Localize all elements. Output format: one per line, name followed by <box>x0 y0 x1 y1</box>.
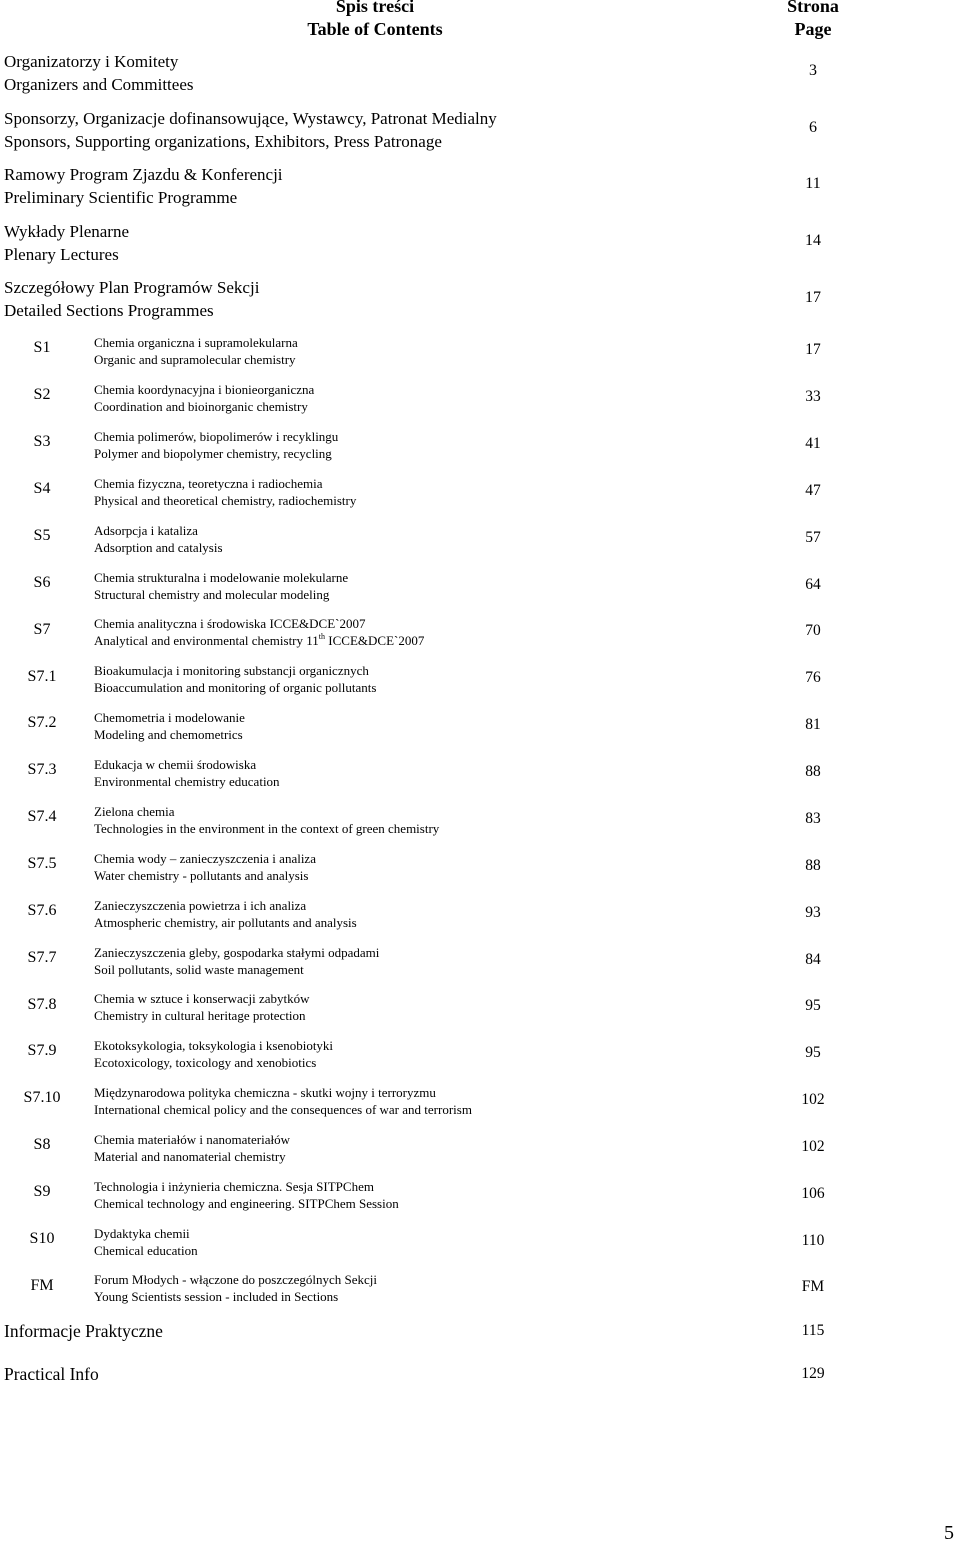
page-column-heading-en: Page <box>794 19 832 39</box>
section-title-pl: Chemia wody – zanieczyszczenia i analiza <box>94 851 316 866</box>
section-title-en: Technologies in the environment in the context of green chemistry <box>94 821 440 836</box>
section-title-pl: Dydaktyka chemii <box>94 1226 190 1241</box>
section-title-pl: Chemometria i modelowanie <box>94 710 245 725</box>
section-entry[interactable] <box>94 334 298 368</box>
main-entry-title-pl: Wykłady Plenarne <box>4 222 130 241</box>
main-entry-title-en: Preliminary Scientific Programme <box>4 188 238 207</box>
main-entry-page: 17 <box>805 289 821 306</box>
section-entry[interactable] <box>94 428 338 462</box>
main-entry-title-pl: Szczegółowy Plan Programów Sekcji <box>4 278 260 297</box>
section-title-en: Water chemistry - pollutants and analysis <box>94 868 309 883</box>
page-column-heading-pl: Strona <box>787 0 839 16</box>
section-page: 76 <box>805 669 821 686</box>
section-title-en: Modeling and chemometrics <box>94 727 243 742</box>
section-title-en: Bioaccumulation and monitoring of organic pollutants <box>94 680 377 695</box>
section-code: S2 <box>33 386 51 403</box>
section-entry[interactable] <box>94 1271 377 1305</box>
section-entry[interactable] <box>94 569 348 603</box>
section-title-pl: Ekotoksykologia, toksykologia i ksenobiotyki <box>94 1038 334 1053</box>
section-title-pl: Chemia organiczna i supramolekularna <box>94 335 298 350</box>
main-entry-title-en: Plenary Lectures <box>4 245 119 264</box>
section-code: S7.10 <box>23 1089 61 1106</box>
main-entry-title-en: Detailed Sections Programmes <box>4 301 214 320</box>
main-entry-page: 14 <box>805 232 821 249</box>
section-title-pl: Zanieczyszczenia powietrza i ich analiza <box>94 898 307 913</box>
section-entry[interactable] <box>94 944 379 978</box>
main-entry-page: 6 <box>809 119 817 136</box>
section-entry[interactable] <box>94 897 357 931</box>
section-code: S1 <box>33 339 51 356</box>
section-page: 95 <box>805 997 821 1014</box>
section-code: S7.6 <box>27 902 57 919</box>
section-entry[interactable] <box>94 381 314 415</box>
section-page: 57 <box>805 529 821 546</box>
ordinal-suffix: th <box>318 632 326 641</box>
main-entry-page: 3 <box>809 62 817 79</box>
section-title-en: Polymer and biopolymer chemistry, recycling <box>94 446 332 461</box>
toc-heading-en: Table of Contents <box>307 19 443 39</box>
section-code: S7.4 <box>27 808 57 825</box>
section-title-en: Atmospheric chemistry, air pollutants and analysis <box>94 915 357 930</box>
section-code: S7.3 <box>27 761 57 778</box>
section-code: S6 <box>33 574 51 591</box>
section-title-pl: Chemia koordynacyjna i bionieorganiczna <box>94 382 315 397</box>
section-entry[interactable] <box>94 1084 472 1118</box>
toc-heading-pl: Spis treści <box>335 0 415 16</box>
section-title-en: Chemical technology and engineering. SITPChem Session <box>94 1196 399 1211</box>
section-title-pl: Bioakumulacja i monitoring substancji organicznych <box>94 663 369 678</box>
section-page: 33 <box>805 388 821 405</box>
section-page: 106 <box>801 1185 825 1202</box>
section-page: 102 <box>801 1091 825 1108</box>
section-title-en: Soil pollutants, solid waste management <box>94 962 304 977</box>
section-title-en: Structural chemistry and molecular modeling <box>94 587 330 602</box>
section-entry[interactable] <box>94 1225 198 1259</box>
section-title-en: Chemical education <box>94 1243 198 1258</box>
section-title-pl: Adsorpcja i kataliza <box>94 523 198 538</box>
main-entry-title-pl: Ramowy Program Zjazdu & Konferencji <box>4 165 283 184</box>
practical-info-en-page: 129 <box>801 1365 825 1382</box>
section-page: 64 <box>805 576 821 593</box>
section-code: S4 <box>33 480 51 497</box>
practical-info-pl-entry[interactable]: Informacje Praktyczne <box>4 1321 163 1341</box>
section-title-pl: Forum Młodych - włączone do poszczególnych Sekcji <box>94 1272 378 1287</box>
section-page: 83 <box>805 810 821 827</box>
section-entry[interactable] <box>94 615 424 649</box>
section-title-en: Environmental chemistry education <box>94 774 280 789</box>
main-entry[interactable] <box>4 220 129 266</box>
section-entry[interactable] <box>94 756 280 790</box>
section-entry[interactable] <box>94 1178 399 1212</box>
main-entry[interactable] <box>4 276 259 322</box>
section-title-en: Adsorption and catalysis <box>94 540 223 555</box>
section-page: 93 <box>805 904 821 921</box>
section-page: 88 <box>805 857 821 874</box>
section-code: S8 <box>33 1136 51 1153</box>
section-entry[interactable] <box>94 475 356 509</box>
section-title-pl: Chemia polimerów, biopolimerów i recyklingu <box>94 429 339 444</box>
toc-heading <box>250 0 500 41</box>
section-title-en: Coordination and bioinorganic chemistry <box>94 399 308 414</box>
section-code: S7.2 <box>27 714 57 731</box>
section-title-en: Organic and supramolecular chemistry <box>94 352 296 367</box>
section-code: S7.1 <box>27 668 57 685</box>
main-entry[interactable] <box>4 107 497 153</box>
section-code: S7.5 <box>27 855 57 872</box>
section-page: 110 <box>801 1232 825 1249</box>
section-entry[interactable] <box>94 1131 290 1165</box>
section-page: 95 <box>805 1044 821 1061</box>
section-code: S7.9 <box>27 1042 57 1059</box>
section-entry[interactable] <box>94 662 376 696</box>
section-entry[interactable] <box>94 1037 333 1071</box>
section-code: S3 <box>33 433 51 450</box>
section-title-pl: Edukacja w chemii środowiska <box>94 757 257 772</box>
main-entry-page: 11 <box>805 175 821 192</box>
section-title-en: Young Scientists session - included in Sections <box>94 1289 339 1304</box>
section-code: S7.7 <box>27 949 57 966</box>
practical-info-en-entry[interactable]: Practical Info <box>4 1364 99 1384</box>
section-title-pl: Chemia materiałów i nanomateriałów <box>94 1132 291 1147</box>
section-entry[interactable] <box>94 803 439 837</box>
section-title-pl: Chemia analityczna i środowiska ICCE&DCE`2007 <box>94 616 366 631</box>
main-entry-title-en: Sponsors, Supporting organizations, Exhibitors, Press Patronage <box>4 132 442 151</box>
section-page: FM <box>801 1278 825 1295</box>
section-code: S7 <box>33 621 51 638</box>
section-title-en <box>94 632 424 649</box>
section-page: 102 <box>801 1138 825 1155</box>
page-number: 5 <box>944 1522 954 1544</box>
section-code: S9 <box>33 1183 51 1200</box>
section-title-en: International chemical policy and the consequences of war and terrorism <box>94 1102 472 1117</box>
section-code: S7.8 <box>27 996 57 1013</box>
main-entry-title-en: Organizers and Committees <box>4 75 194 94</box>
page-column-heading <box>763 0 863 41</box>
section-title-en: Chemistry in cultural heritage protection <box>94 1008 306 1023</box>
main-entry[interactable] <box>4 163 283 209</box>
section-title-en: Material and nanomaterial chemistry <box>94 1149 286 1164</box>
section-title-pl: Chemia strukturalna i modelowanie molekularne <box>94 570 349 585</box>
section-entry[interactable] <box>94 522 223 556</box>
section-page: 17 <box>805 341 821 358</box>
section-title-en: Ecotoxicology, toxicology and xenobiotics <box>94 1055 317 1070</box>
main-entry-title-pl: Organizatorzy i Komitety <box>4 52 179 71</box>
section-code: S5 <box>33 527 51 544</box>
main-entry[interactable] <box>4 50 193 96</box>
section-page: 41 <box>805 435 821 452</box>
section-page: 84 <box>805 951 821 968</box>
section-title-en: Physical and theoretical chemistry, radiochemistry <box>94 493 357 508</box>
section-entry[interactable] <box>94 709 245 743</box>
section-entry[interactable] <box>94 850 316 884</box>
section-code: FM <box>30 1277 54 1294</box>
main-entry-title-pl: Sponsorzy, Organizacje dofinansowujące, Wystawcy, Patronat Medialny <box>4 109 497 128</box>
section-page: 81 <box>805 716 821 733</box>
section-title-pl: Chemia w sztuce i konserwacji zabytków <box>94 991 310 1006</box>
section-title-en-tail: ICCE&DCE`2007 <box>325 633 425 648</box>
section-title-pl: Chemia fizyczna, teoretyczna i radiochemia <box>94 476 323 491</box>
section-code: S10 <box>29 1230 55 1247</box>
section-title-pl: Zielona chemia <box>94 804 175 819</box>
section-title-pl: Technologia i inżynieria chemiczna. Sesja SITPChem <box>94 1179 374 1194</box>
section-entry[interactable] <box>94 990 310 1024</box>
section-title-pl: Międzynarodowa polityka chemiczna - skutki wojny i terroryzmu <box>94 1085 436 1100</box>
section-page: 70 <box>805 622 821 639</box>
section-page: 47 <box>805 482 821 499</box>
section-title-pl: Zanieczyszczenia gleby, gospodarka stałymi odpadami <box>94 945 380 960</box>
section-title-en-main: Analytical and environmental chemistry 11 <box>94 633 319 648</box>
practical-info-pl-page: 115 <box>801 1322 825 1339</box>
section-page: 88 <box>805 763 821 780</box>
